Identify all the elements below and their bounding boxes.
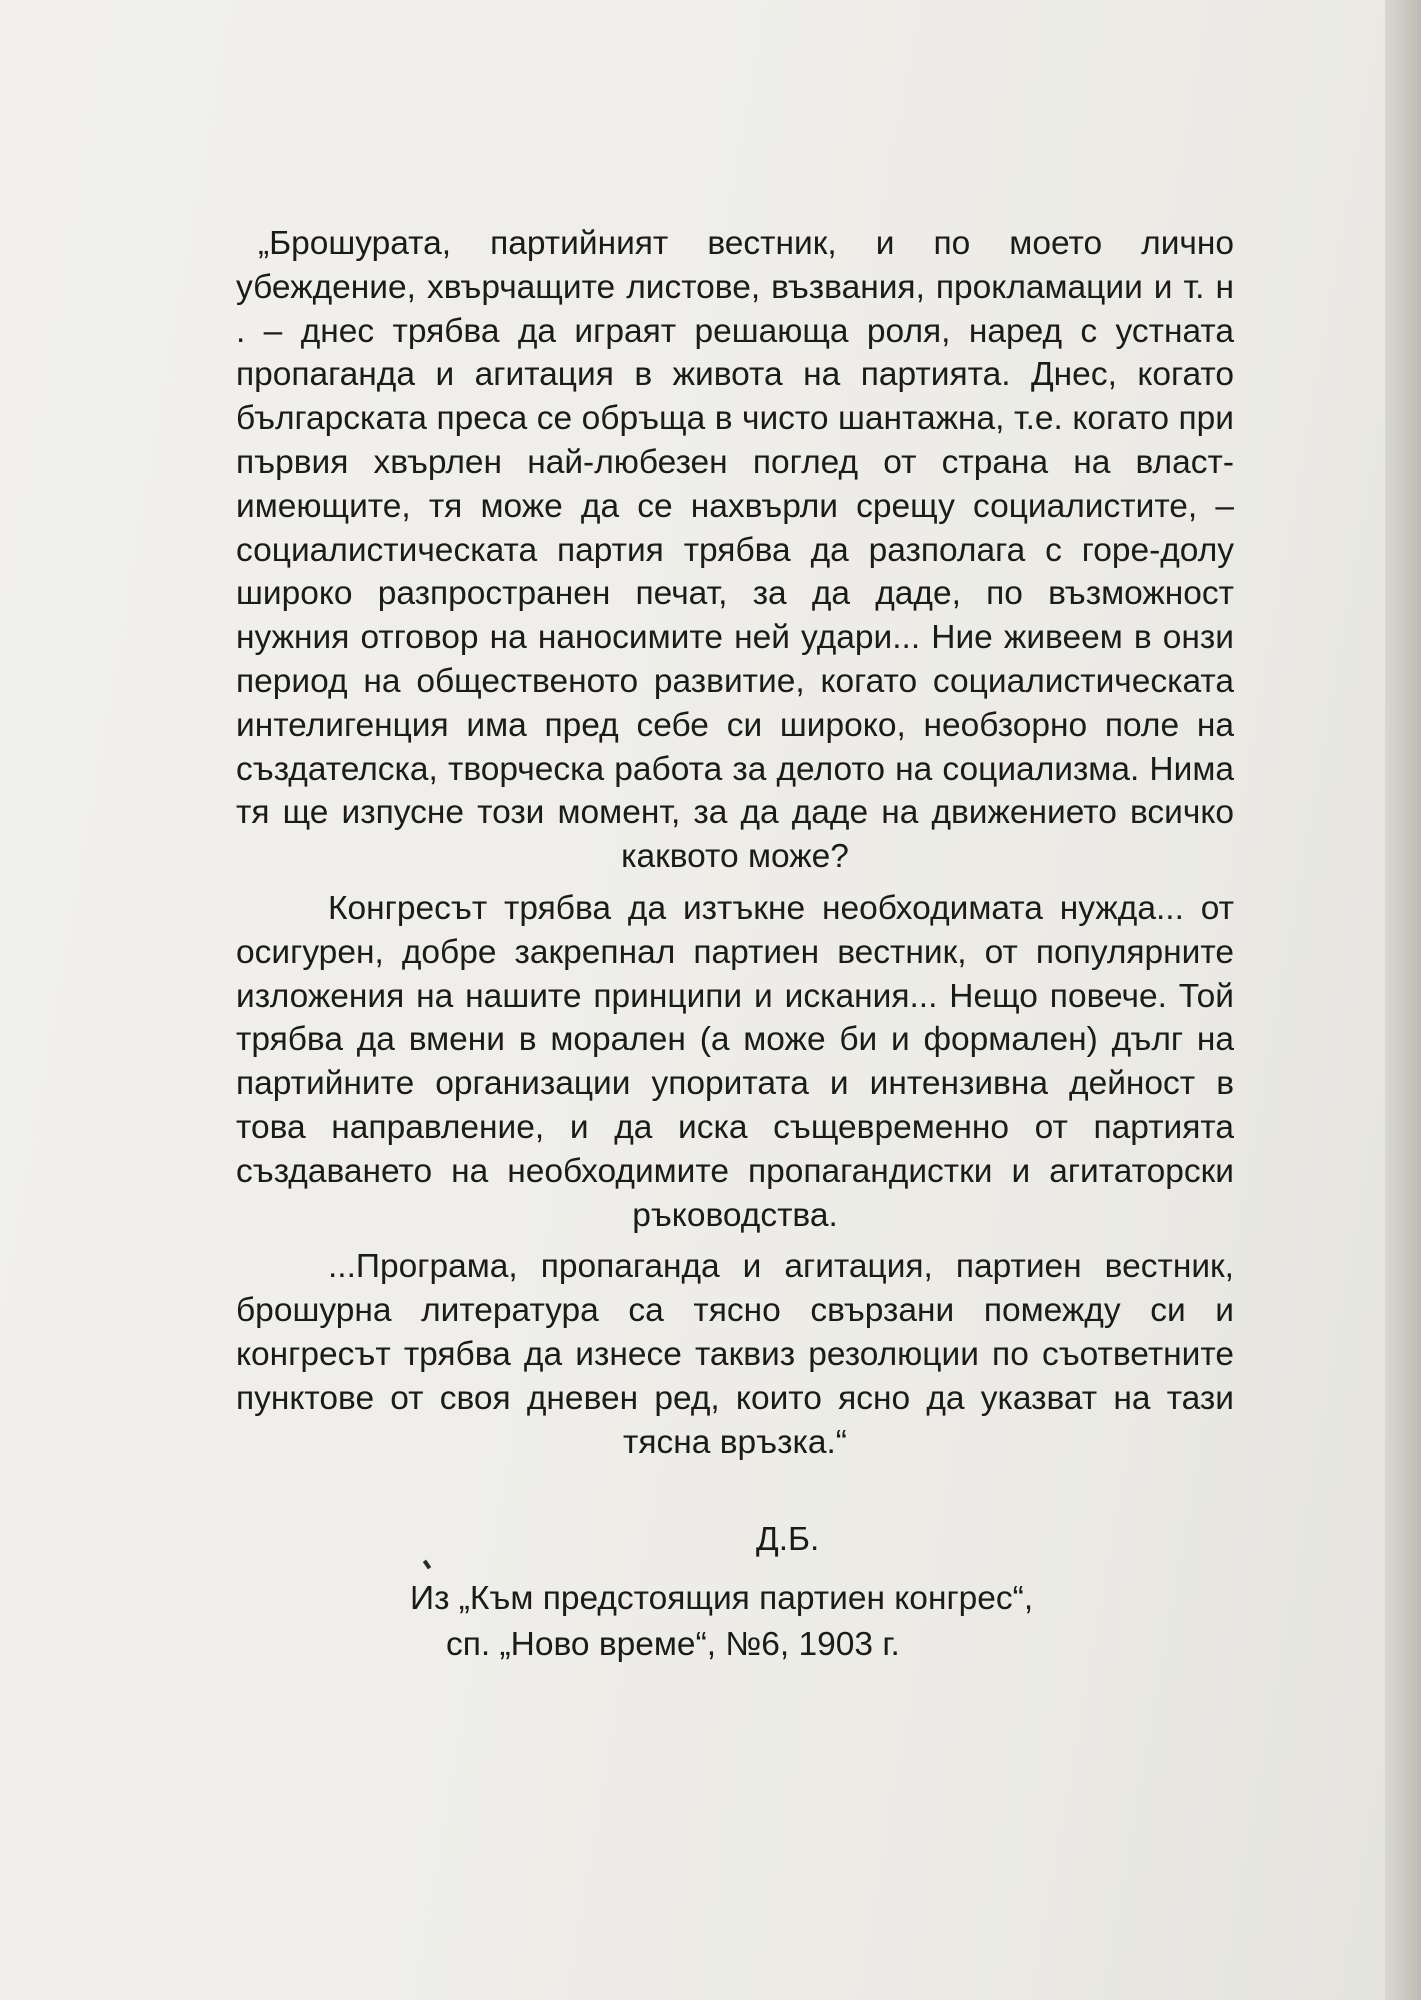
- source-citation: [410, 1576, 1110, 1668]
- source-line-1: Из „Към предстоящия партиен конгрес“,: [410, 1580, 1034, 1617]
- quote-paragraph-3: ...Програма, пропаганда и агитация, партиен вестник, брошурна литература са тясно свързани помежду си и конгресът трябва да изнесе таквиз резолюции по съответните пунктове от своя дневен ред, които ясно да указват на тази тясна връзка.“: [236, 1248, 1234, 1461]
- quote-paragraph-2: Конгресът трябва да изтъкне необходимата нужда... от осигурен, добре закрепнал партиен вестник, от популярните изложения на нашите принципи и искания... Нещо повече. Той трябва да вмени в морален (а може би и формален) дълг на партийните организации упоритата и интензивна дейност в това направление, и да иска същевременно от партията създаването на необходимите пропагандистки и агитаторски ръководства.: [236, 889, 1234, 1234]
- ink-mark-icon: [423, 1560, 431, 1570]
- source-line-2: сп. „Ново време“, №6, 1903 г.: [446, 1626, 900, 1663]
- author-signature: Д.Б.: [756, 1521, 820, 1558]
- quote-block: [236, 222, 1234, 1464]
- page-edge: [1385, 0, 1421, 2000]
- quote-paragraph-1: „Брошурата, партийният вестник, и по моето лично убеждение, хвърчащите листове, възвания, прокламации и т. н . – днес трябва да играят решающа роля, наред с устната пропаганда и агитация в живота на партията. Днес, когато българската преса се обръща в чисто шантажна, т.е. когато при първия хвърлен най-любезен поглед от страна на власт-имеющите, тя може да се нахвърли срещу социалистите, – социалистическата партия трябва да разполага с горе-долу широко разпространен печат, за да даде, по възможност нужния отговор на наносимите ней удари... Ние живеем в онзи период на общественото развитие, когато социалистическата интелигенция има пред себе си широко, необзорно поле на създателска, творческа работа за делото на социализма. Нима тя ще изпусне този момент, за да даде на движението всичко каквото може?: [236, 225, 1234, 876]
